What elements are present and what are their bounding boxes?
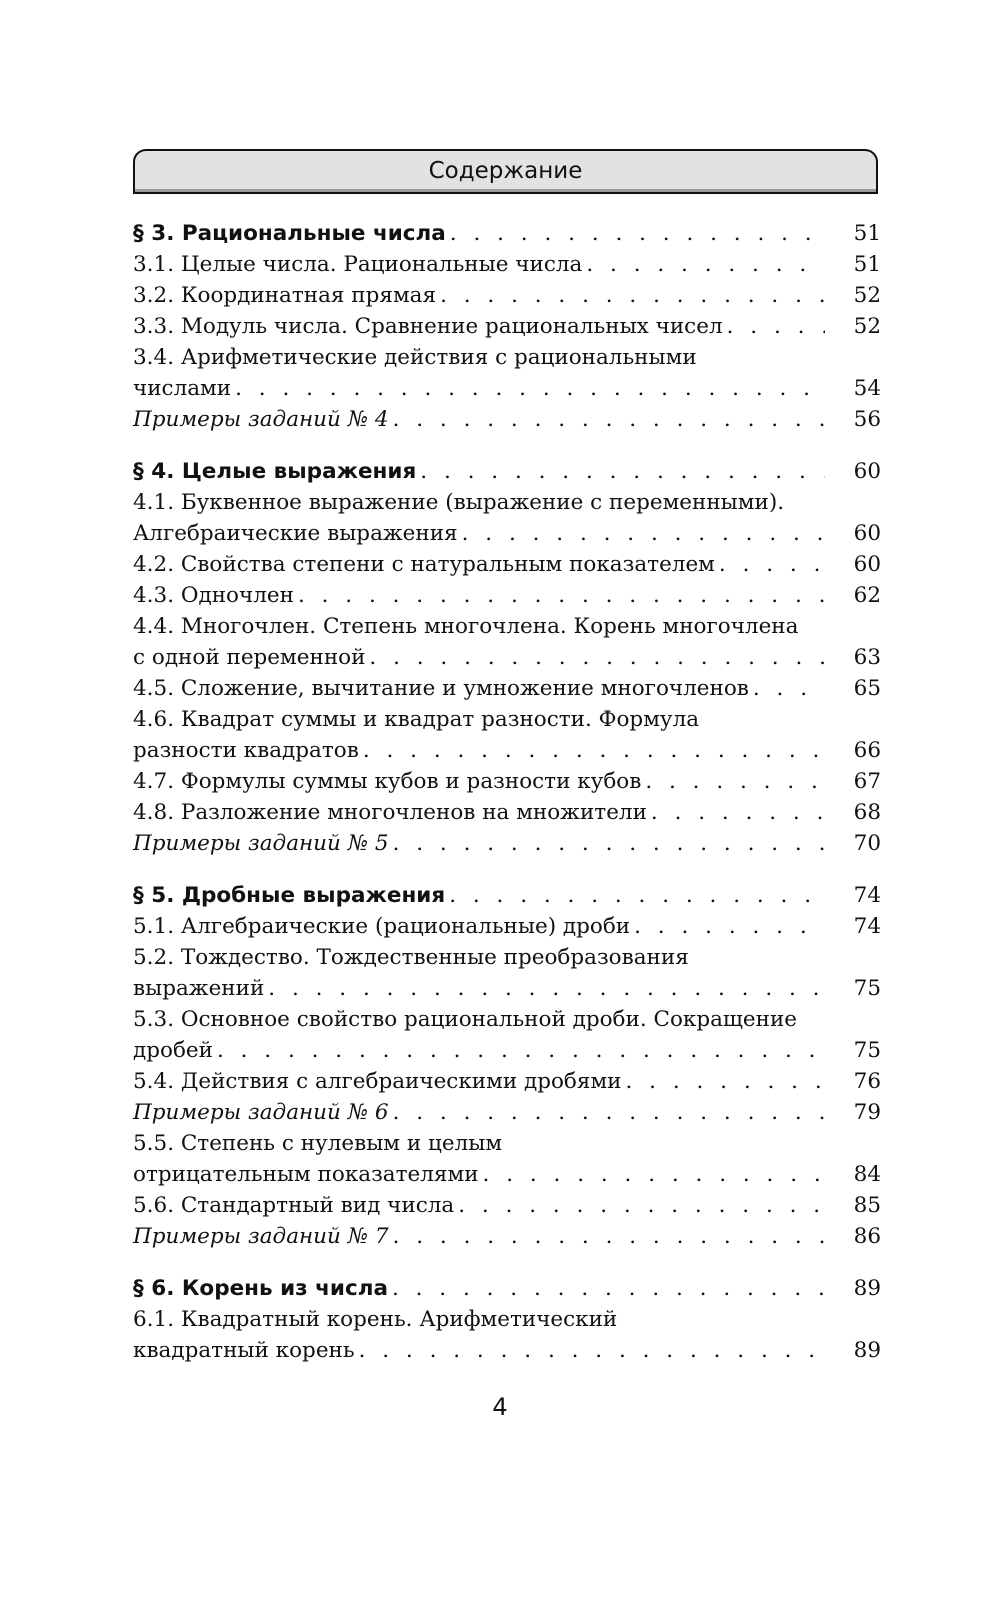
toc-page-number: 68	[853, 800, 881, 825]
toc-page-number: 79	[853, 1100, 881, 1125]
toc-page-number: 52	[853, 283, 881, 308]
toc-entry-title: с одной переменной	[133, 645, 366, 670]
toc-page-number: 89	[853, 1338, 881, 1363]
toc-entry-title: дробей	[133, 1038, 213, 1063]
toc-page-number: 75	[853, 976, 881, 1001]
dot-leader	[235, 373, 825, 404]
toc-entry-title: числами	[133, 376, 232, 401]
toc-entry-title-line1: 4.4. Многочлен. Степень многочлена. Корень многочлена	[133, 614, 799, 639]
toc-entry[interactable]	[133, 1190, 881, 1221]
toc-entry-title-line1: 5.2. Тождество. Тождественные преобразования	[133, 945, 689, 970]
toc-entry[interactable]	[133, 673, 881, 704]
dot-leader	[450, 218, 825, 249]
page-number: 4	[492, 1393, 508, 1421]
toc-entry-title: отрицательным показателями	[133, 1162, 479, 1187]
toc-entry-title-line1: 3.4. Арифметические действия с рациональными	[133, 345, 697, 370]
toc-section-6	[133, 1273, 881, 1366]
toc-entry[interactable]	[133, 487, 881, 549]
toc-examples-entry[interactable]	[133, 1097, 881, 1128]
toc-heading-title: § 4. Целые выражения	[133, 459, 417, 484]
dot-leader	[393, 828, 825, 859]
dot-leader	[268, 973, 825, 1004]
toc-page-number: 66	[853, 738, 881, 763]
toc-page-number: 51	[853, 221, 881, 246]
toc-section-3	[133, 218, 881, 435]
toc-page-number: 85	[853, 1193, 881, 1218]
toc-heading[interactable]	[133, 1273, 881, 1304]
toc-examples-entry[interactable]	[133, 828, 881, 859]
dot-leader	[393, 1221, 825, 1252]
toc-entry[interactable]	[133, 342, 881, 404]
toc-heading-title: § 5. Дробные выражения	[133, 883, 446, 908]
dot-leader	[449, 880, 825, 911]
toc-entry[interactable]	[133, 611, 881, 673]
toc-page-number: 56	[853, 407, 881, 432]
toc-entry[interactable]	[133, 580, 881, 611]
toc-page-number: 62	[853, 583, 881, 608]
toc-entry[interactable]	[133, 311, 881, 342]
toc-heading-title: § 6. Корень из числа	[133, 1276, 388, 1301]
toc-page-number: 63	[853, 645, 881, 670]
toc-entry-title: 5.4. Действия с алгебраическими дробями	[133, 1069, 622, 1094]
dot-leader	[440, 280, 825, 311]
toc-section-4	[133, 456, 881, 859]
toc-entry-title: 5.6. Стандартный вид числа	[133, 1193, 455, 1218]
toc-entry[interactable]	[133, 1304, 881, 1366]
toc-entry[interactable]	[133, 766, 881, 797]
toc-entry-title: Примеры заданий № 6	[133, 1100, 389, 1125]
toc-entry[interactable]	[133, 249, 881, 280]
dot-leader	[369, 642, 825, 673]
toc-entry[interactable]	[133, 797, 881, 828]
dot-leader	[626, 1066, 826, 1097]
toc-heading-title: § 3. Рациональные числа	[133, 221, 446, 246]
toc-page-number: 84	[853, 1162, 881, 1187]
toc-entry[interactable]	[133, 704, 881, 766]
dot-leader	[462, 518, 825, 549]
toc-page-number: 70	[853, 831, 881, 856]
dot-leader	[634, 911, 825, 942]
toc-page-number: 54	[853, 376, 881, 401]
dot-leader	[645, 766, 825, 797]
toc-examples-entry[interactable]	[133, 1221, 881, 1252]
toc-entry[interactable]	[133, 280, 881, 311]
toc-entry-title: разности квадратов	[133, 738, 359, 763]
dot-leader	[586, 249, 825, 280]
toc-entry[interactable]	[133, 942, 881, 1004]
toc-page-number: 75	[853, 1038, 881, 1063]
dot-leader	[727, 311, 825, 342]
dot-leader	[359, 1335, 825, 1366]
toc-entry-title-line1: 4.6. Квадрат суммы и квадрат разности. Формула	[133, 707, 700, 732]
dot-leader	[753, 673, 825, 704]
toc-entry-title-line1: 5.5. Степень с нулевым и целым	[133, 1131, 503, 1156]
toc-entry-title: 3.3. Модуль числа. Сравнение рациональных чисел	[133, 314, 723, 339]
dot-leader	[363, 735, 825, 766]
toc-entry-title: 4.5. Сложение, вычитание и умножение многочленов	[133, 676, 749, 701]
toc-page-number: 65	[853, 676, 881, 701]
dot-leader	[393, 404, 825, 435]
toc-entry-title: 4.2. Свойства степени с натуральным показателем	[133, 552, 715, 577]
toc-page-number: 51	[853, 252, 881, 277]
toc-examples-entry[interactable]	[133, 404, 881, 435]
toc-entry-title: Алгебраические выражения	[133, 521, 458, 546]
toc-entry-title: Примеры заданий № 4	[133, 407, 389, 432]
toc-page-number: 74	[853, 883, 881, 908]
dot-leader	[420, 456, 825, 487]
dot-leader	[393, 1097, 825, 1128]
toc-entry-title: Примеры заданий № 5	[133, 831, 389, 856]
toc-entry[interactable]	[133, 1004, 881, 1066]
toc-entry-title: 3.2. Координатная прямая	[133, 283, 437, 308]
toc-entry-title: квадратный корень	[133, 1338, 355, 1363]
toc-entry-title: выражений	[133, 976, 265, 1001]
toc-entry-title-line1: 5.3. Основное свойство рациональной дроби. Сокращение	[133, 1007, 798, 1032]
toc-page-number: 86	[853, 1224, 881, 1249]
toc-entry[interactable]	[133, 911, 881, 942]
toc-entry-title: 5.1. Алгебраические (рациональные) дроби	[133, 914, 631, 939]
toc-entry[interactable]	[133, 1066, 881, 1097]
toc-page-number: 76	[853, 1069, 881, 1094]
dot-leader	[298, 580, 825, 611]
toc-page-number: 67	[853, 769, 881, 794]
dot-leader	[458, 1190, 825, 1221]
contents-header-box	[133, 149, 878, 194]
table-of-contents	[133, 218, 881, 1387]
toc-entry[interactable]	[133, 549, 881, 580]
contents-title: Содержание	[428, 158, 583, 184]
toc-entry[interactable]	[133, 1128, 881, 1190]
dot-leader	[217, 1035, 825, 1066]
toc-entry-title-line1: 6.1. Квадратный корень. Арифметический	[133, 1307, 618, 1332]
toc-page-number: 74	[853, 914, 881, 939]
dot-leader	[392, 1273, 825, 1304]
toc-heading[interactable]	[133, 456, 881, 487]
toc-section-5	[133, 880, 881, 1252]
toc-entry-title-line1: 4.1. Буквенное выражение (выражение с переменными).	[133, 490, 785, 515]
toc-page-number: 60	[853, 459, 881, 484]
toc-page-number: 60	[853, 521, 881, 546]
toc-page-number: 89	[853, 1276, 881, 1301]
toc-heading[interactable]	[133, 218, 881, 249]
toc-entry-title: 4.8. Разложение многочленов на множители	[133, 800, 647, 825]
toc-entry-title: 4.7. Формулы суммы кубов и разности кубов	[133, 769, 642, 794]
dot-leader	[719, 549, 825, 580]
toc-page-number: 52	[853, 314, 881, 339]
toc-entry-title: Примеры заданий № 7	[133, 1224, 389, 1249]
toc-page-number: 60	[853, 552, 881, 577]
toc-entry-title: 3.1. Целые числа. Рациональные числа	[133, 252, 583, 277]
dot-leader	[483, 1159, 825, 1190]
toc-heading[interactable]	[133, 880, 881, 911]
dot-leader	[651, 797, 825, 828]
toc-entry-title: 4.3. Одночлен	[133, 583, 294, 608]
